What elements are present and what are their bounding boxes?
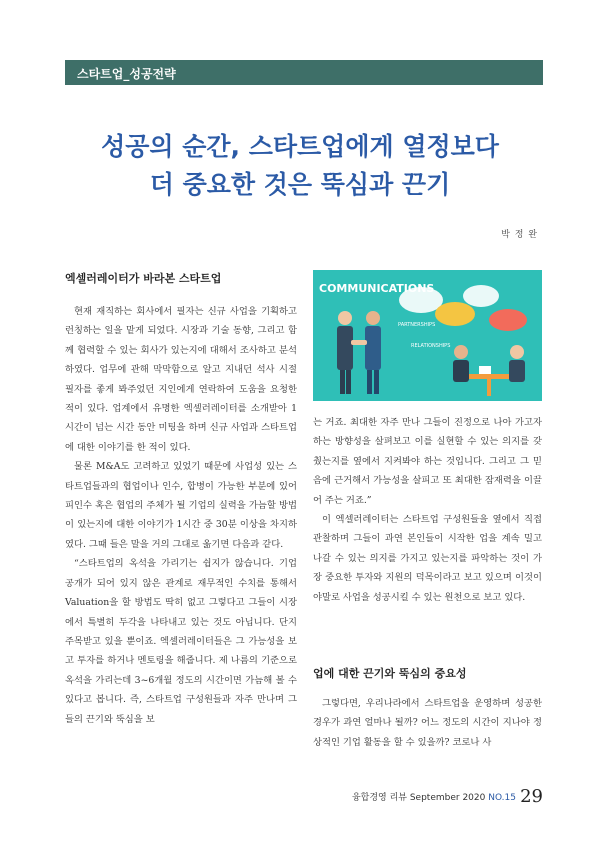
title-line-1: 성공의 순간, 스타트업에게 열정보다 <box>101 132 499 161</box>
illustration-label-main: COMMUNICATIONS <box>319 282 435 295</box>
banner-label: 스타트업_성공전략 <box>77 67 176 81</box>
issue-number: NO.15 <box>488 793 516 803</box>
communications-illustration <box>313 270 542 401</box>
right-column-continued <box>313 694 542 752</box>
paragraph: 는 거죠. 최대한 자주 만나 그들이 진정으로 나아 가고자 하는 방향성을 살펴보고 이를 실현할 수 있는 의지를 갖췄는지를 옆에서 지켜봐야 하는 것입니다. 그리고 그 믿음에 근거해서 가능성을 살피고 또 최대한 잠재력을 이끌어 주는 거죠.” <box>313 417 542 506</box>
section-heading-1: 엑셀러레이터가 바라본 스타트업 <box>65 272 222 285</box>
section-banner <box>65 60 543 85</box>
title-line-2: 더 중요한 것은 뚝심과 끈기 <box>149 170 451 199</box>
paragraph: 현재 재직하는 회사에서 필자는 신규 사업을 기획하고 런칭하는 일을 맡게 되었다. 시장과 기술 동향, 그리고 함께 협력할 수 있는 회사가 있는지에 대해서 조사하고 분석하였다. 업무에 관해 막막함으로 알고 지내던 석사 시절 필자를 좋게 봐주었던 지인에게 연락하여 도움을 요청한 적이 있다. 업계에서 유명한 엑셀러레이터를 소개받아 1시간이 넘는 시간 동안 미팅을 하며 신규 사업과 스타트업에 대한 이야기를 한 적이 있다. <box>65 306 297 453</box>
paragraph: 물론 M&A도 고려하고 있었기 때문에 사업성 있는 스타트업들과의 협업이나 인수, 합병이 가능한 부분에 있어 피인수 혹은 협업의 주체가 될 기업의 실력을 가늠할 방법이 있는지에 대한 이야기가 1시간 중 30분 이상을 차지하였다. 그때 들은 말을 거의 그대로 옮기면 다음과 같다. <box>65 461 297 550</box>
right-column <box>313 413 542 607</box>
paragraph: 이 엑셀러레이터는 스타트업 구성원들을 옆에서 직접 관찰하며 그들이 과연 본인들이 시작한 업을 계속 밀고 나갈 수 있는 의지를 가지고 있는지를 파악하는 것이 가장 중요한 투자와 지원의 덕목이라고 보고 있으며 이것이야말로 사업을 성공시킬 수 있는 원천으로 보고 있다. <box>313 514 542 603</box>
paragraph: 그렇다면, 우리나라에서 스타트업을 운영하며 성공한 경우가 과연 얼마나 될까? 어느 정도의 시간이 지나야 정상적인 기업 활동을 할 수 있을까? 코로나 사 <box>313 698 542 748</box>
page-footer <box>352 790 516 803</box>
paragraph: “스타트업의 옥석을 가리기는 쉽지가 않습니다. 기업 공개가 되어 있지 않은 관계로 재무적인 수치를 통해서 Valuation을 할 방법도 딱히 없고 그렇다고 그들이 시장에서 특별히 두각을 나타내고 있는 것도 아닙니다. 단지 주목받고 있을 뿐이죠. 엑셀러레이터들은 그 가능성을 보고 투자를 하거나 멘토링을 해줍니다. 제 나름의 기준으로 옥석을 가리는데 3~6개월 정도의 시간이면 가늠해 볼 수 있다고 봅니다. 즉, 스타트업 구성원들과 자주 만나며 그들의 끈기와 뚝심을 보 <box>65 558 297 725</box>
left-column <box>65 302 297 729</box>
illustration-label-relationships: RELATIONSHIPS <box>411 343 451 349</box>
author: 박 정 완 <box>501 230 538 240</box>
issue-date: September 2020 <box>409 793 486 803</box>
illustration-label-partnerships: PARTNERSHIPS <box>398 322 436 328</box>
article-title <box>60 128 540 204</box>
magazine-name: 융합경영 리뷰 <box>351 793 407 803</box>
page-number: 29 <box>520 786 543 807</box>
section-heading-2: 업에 대한 끈기와 뚝심의 중요성 <box>313 667 467 680</box>
